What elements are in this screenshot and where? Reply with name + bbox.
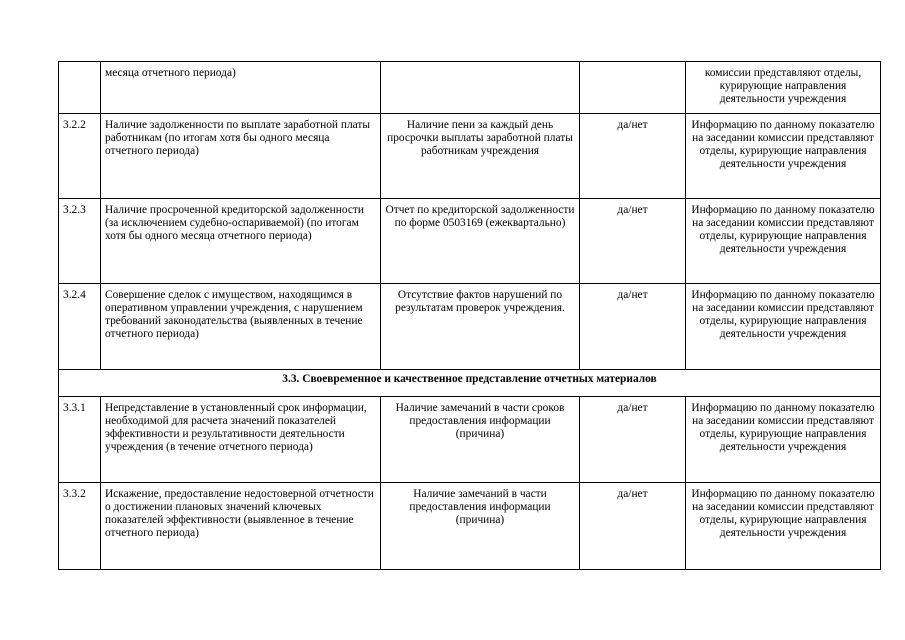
row-number: 3.3.2 [59, 483, 101, 570]
value-text: да/нет [580, 284, 686, 370]
value-text: да/нет [580, 483, 686, 570]
row-number: 3.2.3 [59, 199, 101, 284]
table-row [59, 483, 881, 570]
criterion-text: Наличие замечаний в части сроков предоставления информации (причина) [381, 397, 580, 483]
indicator-text: Искажение, предоставление недостоверной отчетности о достижении плановых значений ключевых показателей эффективности (выявленное в течение отчетного периода) [101, 483, 381, 570]
table-row [59, 114, 881, 199]
criterion-text: Наличие замечаний в части предоставления информации (причина) [381, 483, 580, 570]
table-row [59, 397, 881, 483]
indicator-text: месяца отчетного периода) [101, 62, 381, 114]
value-text [580, 62, 686, 114]
section-header-row [59, 370, 881, 397]
note-text: Информацию по данному показателю на заседании комиссии представляют отделы, курирующие направления деятельности учреждения [686, 483, 881, 570]
row-number: 3.2.4 [59, 284, 101, 370]
value-text: да/нет [580, 114, 686, 199]
note-text: Информацию по данному показателю на заседании комиссии представляют отделы, курирующие направления деятельности учреждения [686, 397, 881, 483]
indicator-text: Наличие задолженности по выплате заработной платы работникам (по итогам хотя бы одного месяца отчетного периода) [101, 114, 381, 199]
note-text: Информацию по данному показателю на заседании комиссии представляют отделы, курирующие направления деятельности учреждения [686, 284, 881, 370]
criterion-text: Наличие пени за каждый день просрочки выплаты заработной платы работникам учреждения [381, 114, 580, 199]
indicator-text: Наличие просроченной кредиторской задолженности (за исключением судебно-оспариваемой) (по итогам хотя бы одного месяца отчетного периода) [101, 199, 381, 284]
criterion-text: Отчет по кредиторской задолженности по форме 0503169 (ежеквартально) [381, 199, 580, 284]
note-text: Информацию по данному показателю на заседании комиссии представляют отделы, курирующие направления деятельности учреждения [686, 199, 881, 284]
table-row [59, 199, 881, 284]
note-text: комиссии представляют отделы, курирующие направления деятельности учреждения [686, 62, 881, 114]
row-number: 3.3.1 [59, 397, 101, 483]
indicator-text: Совершение сделок с имуществом, находящимся в оперативном управлении учреждения, с нарушением требований законодательства (выявленных в течение отчетного периода) [101, 284, 381, 370]
criterion-text: Отсутствие фактов нарушений по результатам проверок учреждения. [381, 284, 580, 370]
row-number [59, 62, 101, 114]
criterion-text [381, 62, 580, 114]
table-row [59, 284, 881, 370]
section-title: 3.3. Своевременное и качественное представление отчетных материалов [59, 370, 881, 397]
value-text: да/нет [580, 199, 686, 284]
row-number: 3.2.2 [59, 114, 101, 199]
indicator-text: Непредставление в установленный срок информации, необходимой для расчета значений показателей эффективности и результативности деятельности учреждения (в течение отчетного периода) [101, 397, 381, 483]
value-text: да/нет [580, 397, 686, 483]
table-row [59, 62, 881, 114]
indicators-table [58, 61, 881, 570]
note-text: Информацию по данному показателю на заседании комиссии представляют отделы, курирующие направления деятельности учреждения [686, 114, 881, 199]
